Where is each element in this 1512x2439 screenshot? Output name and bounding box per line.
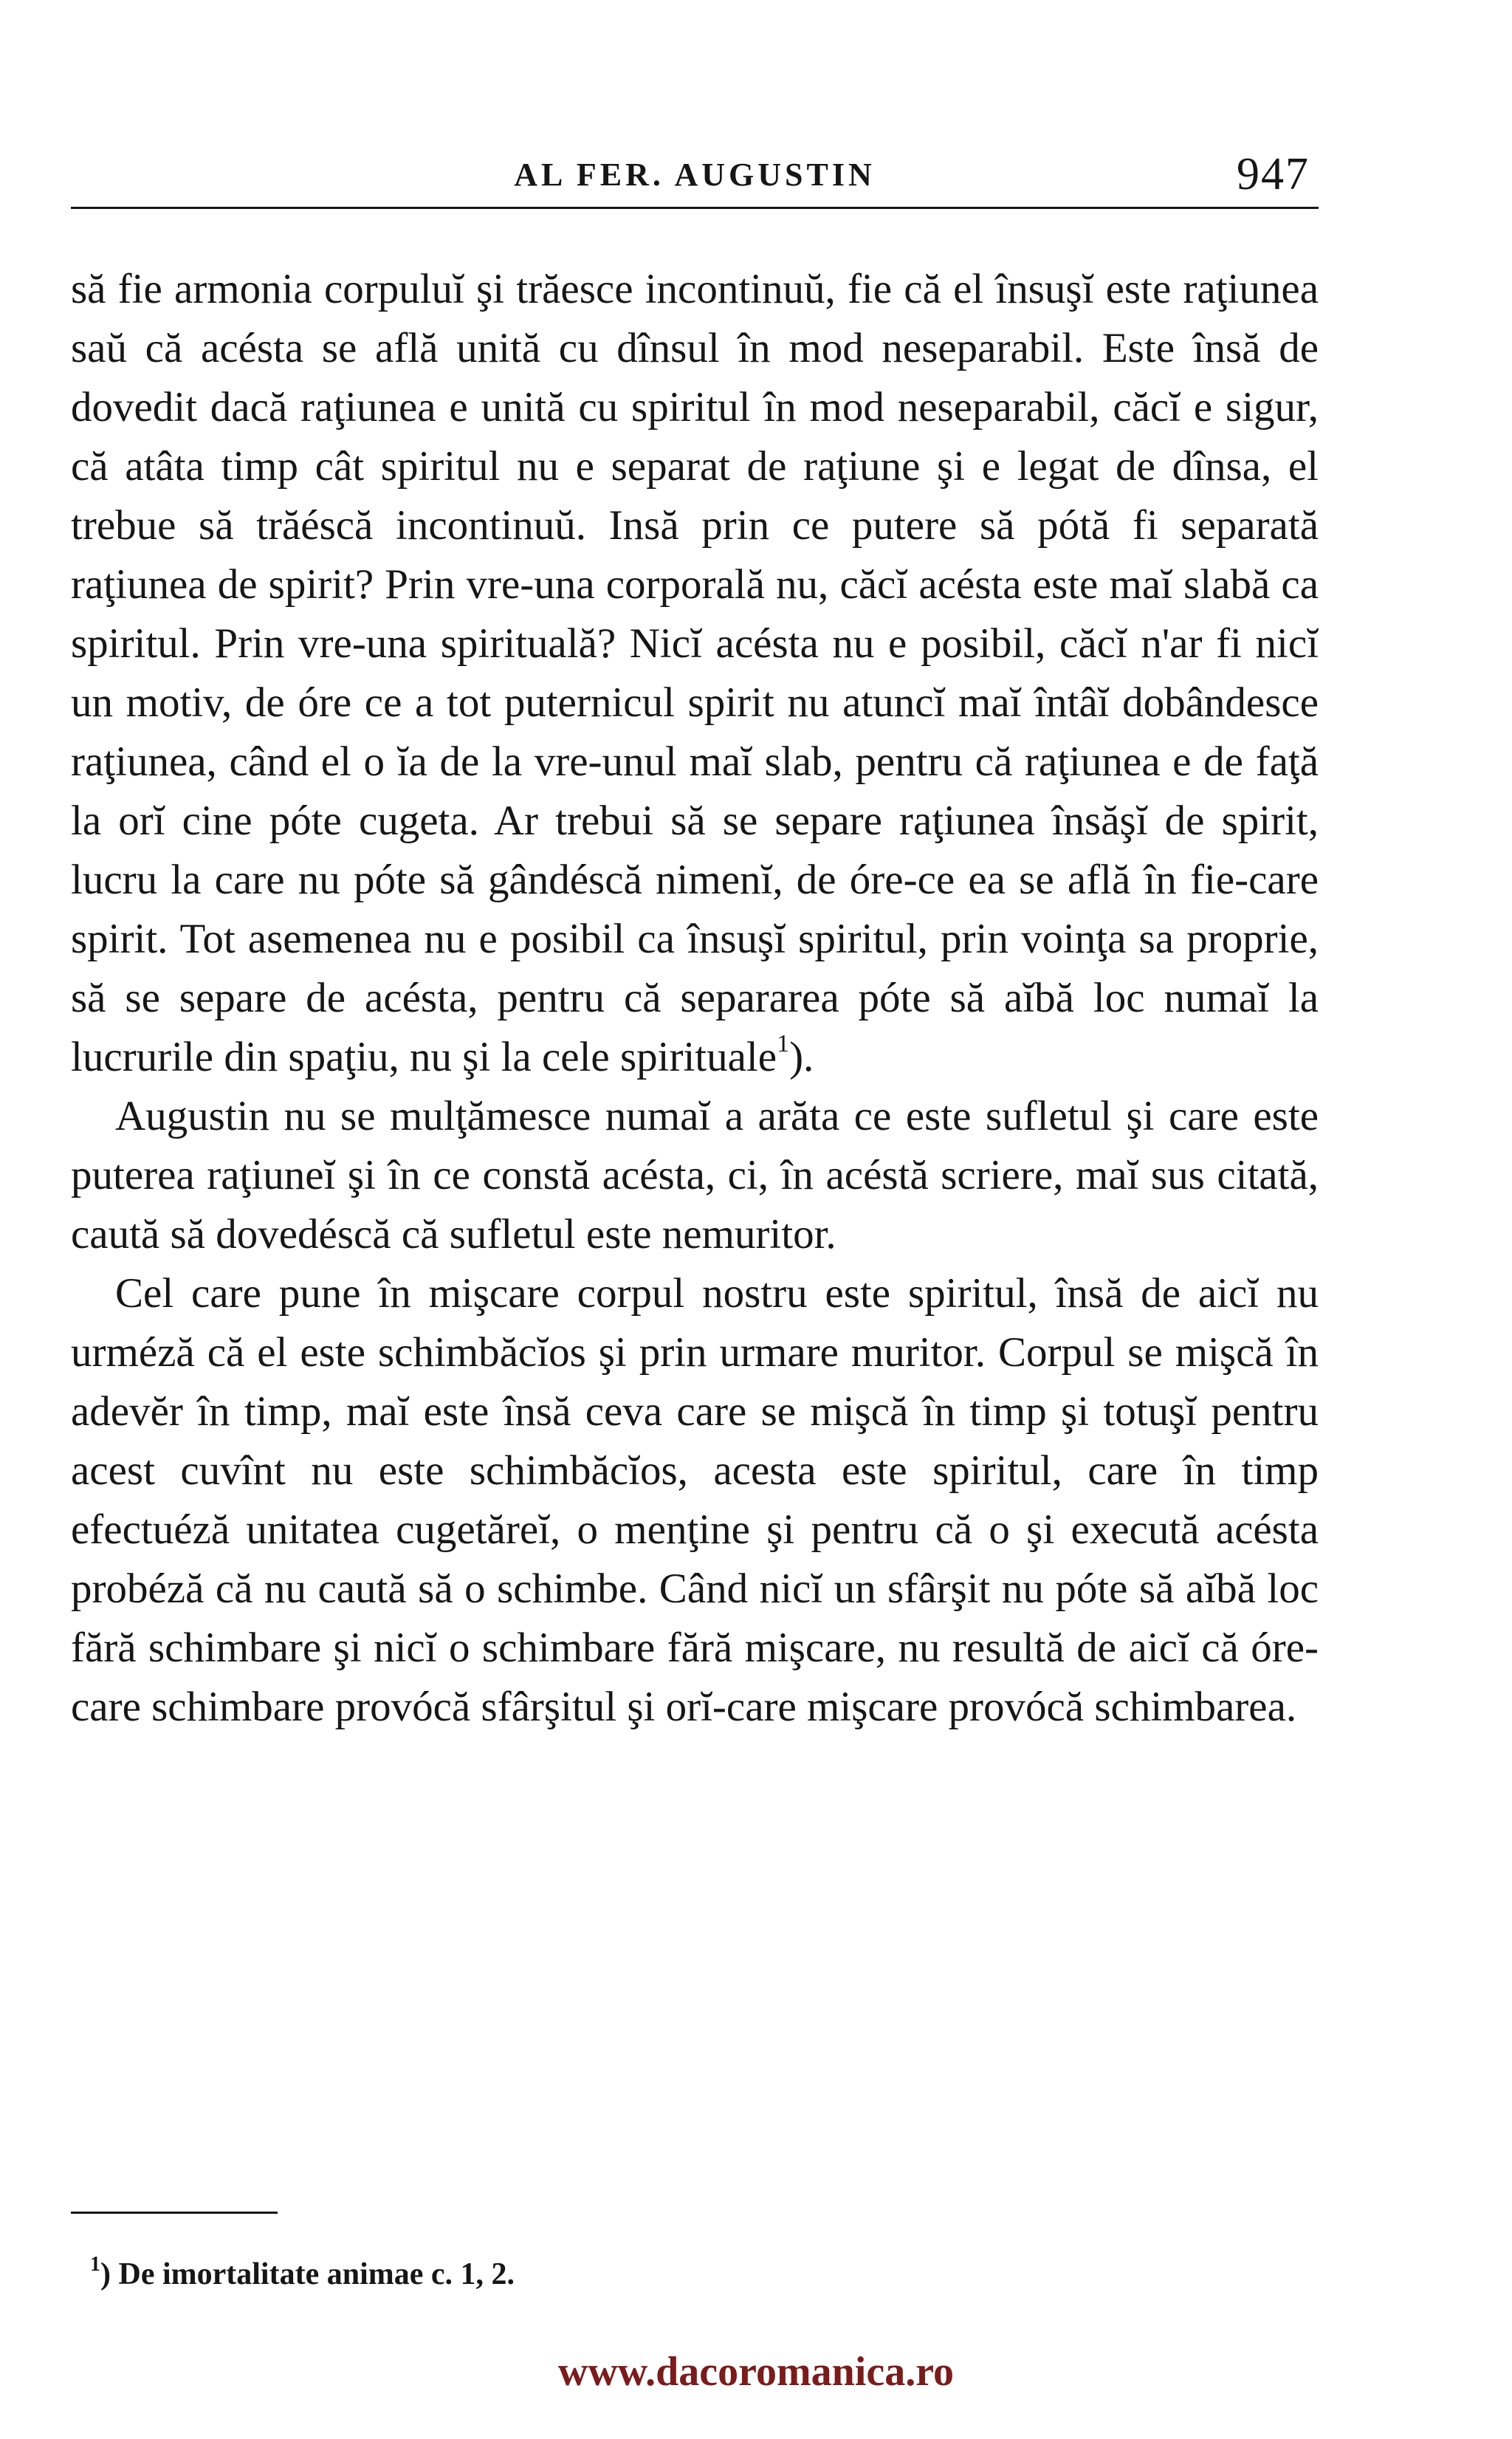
header-rule (71, 207, 1319, 209)
paragraph: Cel care pune în mişcare corpul nostru este spiritul, însă de aicĭ nu urméză că el este schimbăcĭos şi prin urmare muritor. Corpul se mişcă în adevĕr în timp, maĭ este însă ceva care se mişcă în timp şi totuşĭ pentru acest cuvînt nu este schimbăcĭos, acesta este spiritul, care în timp efectuéză unitatea cugetăreĭ, o menţine şi pentru că o şi execută acésta probéză că nu caută să o schimbe. Când nicĭ un sfârşit nu póte să aĭbă loc fără schimbare şi nicĭ o schimbare fără mişcare, nu resultă de aicĭ că óre-care schimbare provócă sfârşitul şi orĭ-care mişcare provócă schimbarea. (71, 1270, 1319, 1730)
paragraph (71, 260, 1319, 1087)
footnote-rule (71, 2212, 278, 2214)
page-number: 947 (1237, 149, 1310, 199)
running-title: AL FER. AUGUSTIN (514, 157, 876, 193)
paragraph-text: să fie armonia corpuluĭ şi trăesce incontinuŭ, fie că el însuşĭ este raţiunea saŭ că acésta se află unită cu dînsul în mod neseparabil. Este însă de dovedit dacă raţiunea e unită cu spiritul în mod neseparabil, căcĭ e sigur, că atâta timp cât spiritul nu e separat de raţiune şi e legat de dînsa, el trebue să trăéscă incontinuŭ. Insă prin ce putere să pótă fi separată raţiunea de spirit? Prin vre-una corporală nu, căcĭ acésta este maĭ slabă ca spiritul. Prin vre-una spirituală? Nicĭ acésta nu e posibil, căcĭ n'ar fi nicĭ un motiv, de óre ce a tot puternicul spirit nu atuncĭ maĭ întâĭ dobândesce raţiunea, când el o ĭa de la vre-unul maĭ slab, pentru că raţiunea e de faţă la orĭ cine póte cugeta. Ar trebui să se separe raţiunea însăşĭ de spirit, lucru la care nu póte să gândéscă nimenĭ, de óre-ce ea se află în fie-care spirit. Tot asemenea nu e posibil ca însuşĭ spiritul, prin voinţa sa proprie, să se separe de acésta, pentru că separarea póte să aĭbă loc numaĭ la lucrurile din spaţiu, nu şi la cele spirituale (71, 266, 1319, 1080)
footnote-reference-close: ). (789, 1034, 814, 1080)
footnote-marker-close: ) (100, 2257, 111, 2291)
footnote-reference[interactable]: 1 (777, 1030, 790, 1057)
footnote-text: De imortalitate animae c. 1, 2. (118, 2257, 515, 2291)
running-head (71, 151, 1319, 203)
body-text (71, 260, 1319, 1737)
footnote-marker: 1 (90, 2253, 100, 2276)
paragraph: Augustin nu se mulţămesce numaĭ a arăta ce este sufletul şi care este puterea raţiuneĭ şi în ce constă acésta, ci, în acéstă scriere, maĭ sus citată, caută să dovedéscă că sufletul este nemuritor. (71, 1093, 1319, 1258)
footnote (90, 2254, 1316, 2295)
watermark-url[interactable]: www.dacoromanica.ro (557, 2349, 955, 2395)
